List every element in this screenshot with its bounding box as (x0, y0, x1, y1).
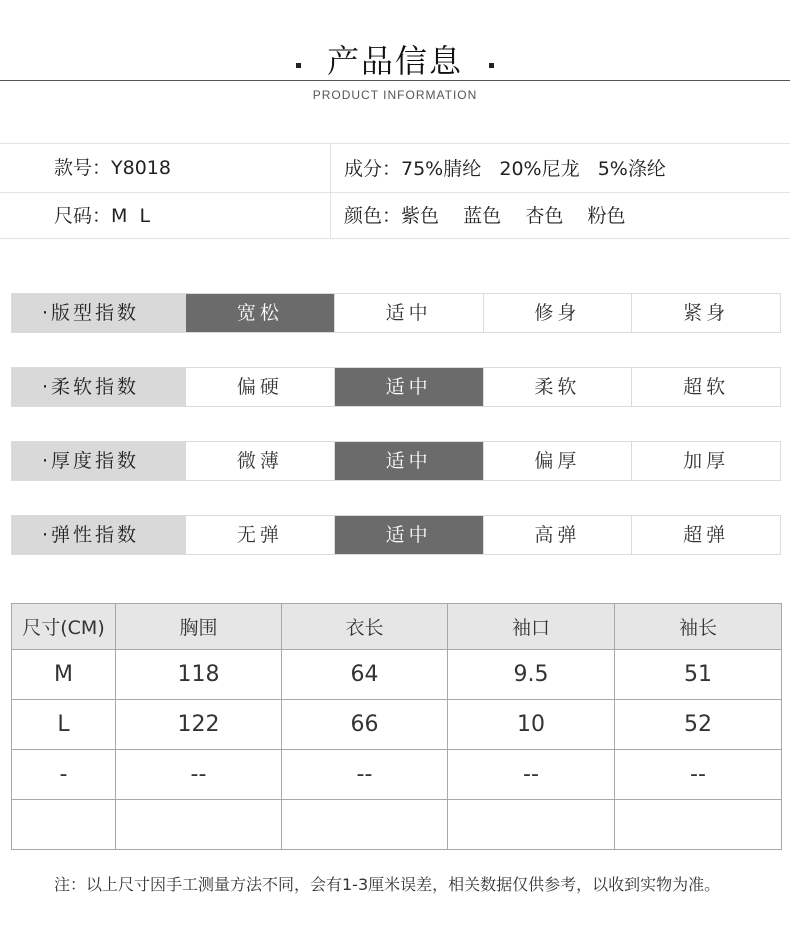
scale-option: 加厚 (631, 442, 780, 480)
table-cell: L (12, 700, 116, 750)
scale-option-selected: 适中 (334, 442, 483, 480)
info-divider-vertical (330, 144, 331, 239)
measurement-note: 注：以上尺寸因手工测量方法不同，会有1-3厘米误差，相关数据仅供参考，以收到实物为准。 (54, 875, 721, 894)
table-cell: -- (448, 750, 615, 800)
table-cell: 122 (116, 700, 282, 750)
scale-option: 偏硬 (236, 376, 283, 398)
table-cell: -- (615, 750, 782, 800)
scale-elasticity (11, 515, 781, 555)
column-header: 袖口 (448, 604, 615, 650)
scale-option: 柔软 (483, 368, 632, 406)
table-row (12, 750, 782, 800)
product-info-grid (0, 143, 790, 239)
scale-label: ·柔软指数 (12, 368, 186, 406)
page-header (0, 0, 790, 110)
table-cell: 66 (282, 700, 448, 750)
scale-option-selected: 适中 (334, 516, 483, 554)
scale-option: 超软 (631, 368, 780, 406)
bullet-dot-icon (296, 63, 301, 68)
table-cell: 118 (116, 650, 282, 700)
table-row (12, 800, 782, 850)
table-row (12, 650, 782, 700)
size-chart-table (11, 603, 782, 850)
table-cell: -- (116, 750, 282, 800)
page-subtitle: PRODUCT INFORMATION (312, 88, 478, 102)
table-cell (12, 800, 116, 850)
scale-softness (11, 367, 781, 407)
table-cell: 51 (615, 650, 782, 700)
scale-option: 超弹 (631, 516, 780, 554)
table-cell (615, 800, 782, 850)
fabric-composition: 成分：75%腈纶 20%尼龙 5%涤纶 (344, 158, 666, 180)
scale-thickness (11, 441, 781, 481)
table-row (12, 700, 782, 750)
table-cell: 64 (282, 650, 448, 700)
column-header: 胸围 (116, 604, 282, 650)
scale-label: ·弹性指数 (12, 516, 186, 554)
header-divider (0, 80, 790, 81)
scale-option-selected: 适中 (334, 368, 483, 406)
scale-option: 微薄 (236, 450, 283, 472)
table-cell: 10 (448, 700, 615, 750)
page-title: 产品信息 (326, 42, 463, 80)
scale-fit (11, 293, 781, 333)
bullet-dot-icon (489, 63, 494, 68)
table-cell: - (12, 750, 116, 800)
scale-option-selected: 宽松 (186, 294, 334, 332)
scale-option: 紧身 (631, 294, 780, 332)
scale-option: 无弹 (236, 524, 283, 546)
page-title-row (0, 36, 790, 82)
scale-option: 修身 (483, 294, 632, 332)
column-header: 袖长 (615, 604, 782, 650)
table-cell: 9.5 (448, 650, 615, 700)
scale-option: 高弹 (483, 516, 632, 554)
column-header: 尺寸(CM) (12, 604, 116, 650)
table-cell: M (12, 650, 116, 700)
scale-label: ·厚度指数 (12, 442, 186, 480)
size-options: 尺码：M L (54, 205, 151, 227)
scale-option: 偏厚 (483, 442, 632, 480)
table-cell: 52 (615, 700, 782, 750)
table-cell (448, 800, 615, 850)
scale-label: ·版型指数 (12, 294, 186, 332)
scale-option: 适中 (334, 294, 483, 332)
table-cell (282, 800, 448, 850)
style-number: 款号：Y8018 (54, 157, 171, 179)
color-options: 颜色：紫色 蓝色 杏色 粉色 (344, 205, 626, 227)
table-header-row (12, 604, 782, 650)
table-cell (116, 800, 282, 850)
table-cell: -- (282, 750, 448, 800)
column-header: 衣长 (282, 604, 448, 650)
